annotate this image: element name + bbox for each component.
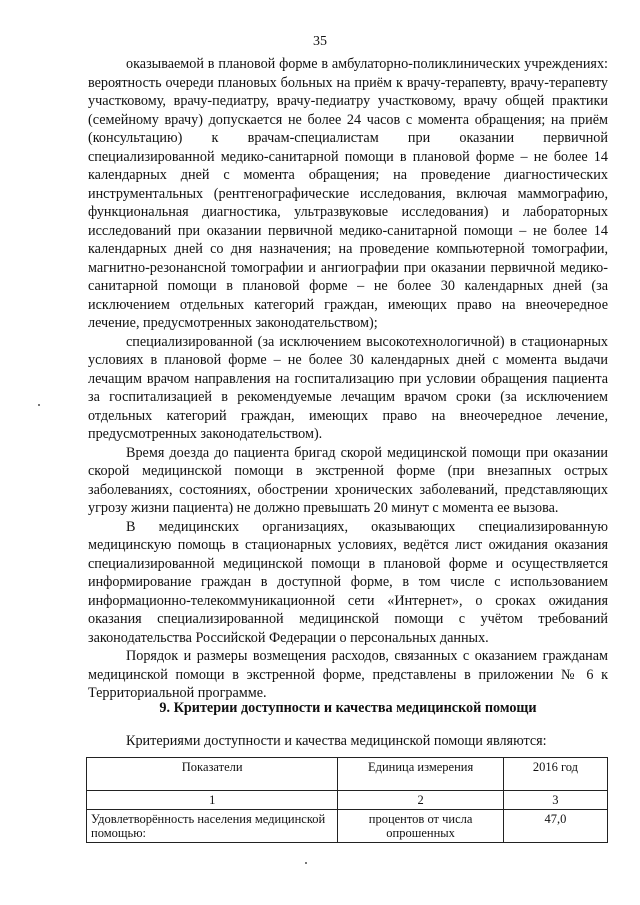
table-cell: 47,0 [503, 810, 607, 843]
paragraph: В медицинских организациях, оказывающих специализированную медицинскую помощь в стационарных условиях, ведётся лист ожидания оказания специализированной медицинской помощи в плановой форме и осуществляется информирование граждан в доступной форме, в том числе с использованием информационно-телекоммуникационной сети «Интернет», о сроках ожидания оказания специализированной медицинской помощи с учётом требований законодательства Российской Федерации о персональных данных. [88, 518, 608, 646]
paragraph: Время доезда до пациента бригад скорой медицинской помощи при оказании скорой медицинской помощи в экстренной форме (при внезапных острых заболеваниях, состояниях, обострении хронических заболеваний, представляющих угрозу жизни пациента) не должно превышать 20 минут с момента ее вызова. [88, 444, 608, 516]
page-number: 35 [313, 34, 327, 49]
table-header-cell: 2016 год [503, 758, 607, 791]
table-header-row [87, 758, 608, 791]
table-cell: процентов от числа опрошенных [338, 810, 503, 843]
paragraph: Порядок и размеры возмещения расходов, связанных с оказанием гражданам медицинской помощи в экстренной форме, представлены в приложении № 6 к Территориальной программе. [88, 648, 608, 701]
scan-speck [38, 404, 40, 406]
table-numbering-row [87, 791, 608, 810]
table-header-cell: Показатели [87, 758, 338, 791]
column-number: 3 [503, 791, 607, 810]
table-intro: Критериями доступности и качества медицинской помощи являются: [126, 733, 547, 749]
paragraph: специализированной (за исключением высокотехнологичной) в стационарных условиях в плановой форме – не более 30 календарных дней с момента выдачи лечащим врачом направления на госпитализацию при условии обращения пациента за госпитализацией в рекомендуемые лечащим врачом сроки (за исключением отдельных категорий граждан, имеющих право на внеочередное лечение, предусмотренных законодательством). [88, 333, 608, 442]
table-cell: Удовлетворённость населения медицинской помощью: [87, 810, 338, 843]
paragraph: оказываемой в плановой форме в амбулаторно-поликлинических учреждениях: вероятность очереди плановых больных на приём к врачу-терапевту, врачу-терапевту участковому, врачу-педиатру, врачу-педиатру участковому, врачу общей практики (семейному врачу) допускается не более 24 часов с момента обращения; на приём (консультацию) к врачам-специалистам при оказании первичной специализированной медико-санитарной помощи в плановой форме – не более 14 календарных дней с момента обращения; на проведение диагностических инструментальных (рентгенографические исследования, включая маммографию, функциональная диагностика, ультразвуковые исследования) и лабораторных исследований при оказании первичной медико-санитарной помощи – не более 14 календарных дней со дня назначения; на проведение компьютерной томографии, магнитно-резонансной томографии и ангиографии при оказании первичной медико-санитарной помощи в плановой форме – не более 30 календарных дней (за исключением отдельных категорий граждан, имеющих право на внеочередное лечение, предусмотренных законодательством); [88, 56, 608, 331]
scan-speck [305, 862, 307, 864]
body-text [88, 55, 608, 703]
table-header-cell: Единица измерения [338, 758, 503, 791]
table-row [87, 810, 608, 843]
section-title: 9. Критерии доступности и качества медицинской помощи [159, 700, 537, 716]
criteria-table [86, 757, 608, 843]
column-number: 2 [338, 791, 503, 810]
column-number: 1 [87, 791, 338, 810]
